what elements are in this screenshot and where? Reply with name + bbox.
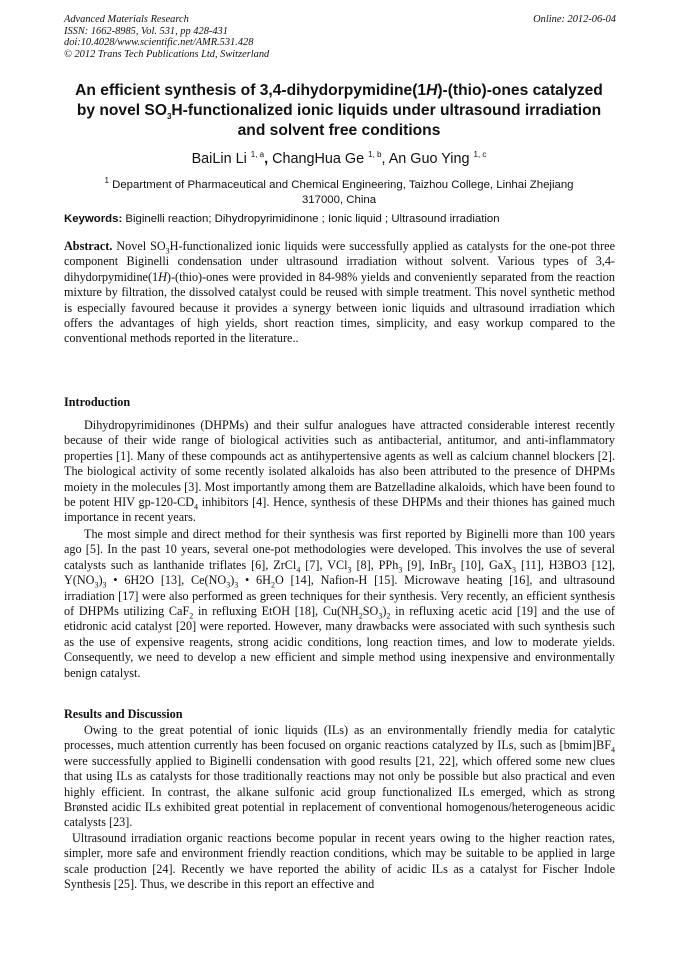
- author-3-affil: 1, c: [473, 150, 487, 160]
- paper-title: [48, 81, 630, 141]
- results-paragraph-1: Owing to the great potential of ionic liquids (ILs) as an environmentally friendly media for catalytic processes, much attention currently has been focused on organic reactions catalyzed by ILs, such as $[bmim]BF_4$ were successfully applied to Biginelli condensation with good results [21, 22], which offered some new clues that using ILs as catalysts for those traditionally reactions may not only be possible but also practical and even highly efficient. In contrast, the alkane sulfonic acid group functionalized ILs emerged, which as strong Brønsted acidic ILs exhibited great potential in replacement of conventional homogenous/heterogeneous acidic catalysts [23].: [64, 723, 615, 830]
- author-2-affil: 1, b: [368, 150, 382, 160]
- doi-line: doi:10.4028/www.scientific.net/AMR.531.428: [64, 37, 254, 49]
- author-list: BaiLin Li $^{1, a}$, ChangHua Ge $^{1, b}$, An Guo Ying $^{1, c}$: [191, 150, 487, 167]
- issn-line: ISSN: 1662-8985, Vol. 531, pp 428-431: [64, 25, 228, 37]
- abstract-label: Abstract.: [64, 239, 113, 253]
- title-line-1: An efficient synthesis of 3,4-dihydorpymidine(1H)-(thio)-ones catalyzed: [75, 82, 603, 99]
- intro-paragraph-2: The most simple and direct method for their synthesis was first reported by Biginelli more than 100 years ago [5]. In the past 10 years, several one-pot methodologies were developed. This involves the use of several catalysts such as lanthanide triflates [6], ZrCl$_4$ [7], VCl$_3$ [8], PPh$_3$ [9], InBr$_3$ [10], GaX$_3$ [11], H3BO3 [12], $Y(NO_3)_3$ • 6H2O [13], $Ce(NO_3)_3$ • $6H_2O$ [14], Nafion-H [15]. Microwave heating [16], and ultrasound irradiation [17] were also performed as green techniques for their synthesis. Very recently, an efficient synthesis of DHPMs utilizing CaF$_2$ in refluxing EtOH [18], $Cu(NH_2SO_3)_2$ in refluxing acetic acid [19] and the use of etidronic acid catalyst [20] were reported. However, many drawbacks were associated with such synthesis such as the use of expensive reagents, strong acidic conditions, long reaction times, and low to moderate yields. Consequently, we need to develop a new efficient and simple method using inexpensive and environmentally benign catalyst.: [64, 527, 615, 680]
- author-2: ChangHua Ge: [272, 151, 365, 167]
- section-heading-introduction: Introduction: [64, 395, 131, 409]
- keywords-label: Keywords:: [64, 213, 123, 225]
- online-date: Online: 2012-06-04: [533, 14, 616, 25]
- title-line-2: by novel $SO_3H$-functionalized ionic liquids under ultrasound irradiation: [76, 102, 602, 122]
- title-line-3: and solvent free conditions: [237, 122, 441, 139]
- author-1: BaiLin Li: [191, 151, 247, 167]
- author-3: An Guo Ying: [388, 151, 470, 167]
- keywords: [64, 212, 624, 227]
- abstract: Abstract. Novel $SO_3H$-functionalized ionic liquids were successfully applied as catalysts for the one-pot three component Biginelli condensation under ultrasound irradiation without solvent. Various types of 3,4-dihydorpymidine(1H)-(thio)-ones were provided in 84-98% yields and conveniently separated from the reaction mixture by filtration, the dissolved catalyst could be reused with simple treatment. This novel synthetic method is especially favoured because it provides a synergy between ionic liquids and ultrasound irradiation which offers the advantages of high yields, short reaction times, simplicity, and easy workup compared to the conventional methods reported in the literature..: [64, 239, 616, 346]
- journal-name: Advanced Materials Research: [64, 14, 189, 25]
- results-paragraph-2: Ultrasound irradiation organic reactions become popular in recent years owing to the higher reaction rates, simpler, more safe and environment friendly reaction conditions, which may be suitable to be applied in large scale production [24]. Recently we have reported the ability of acidic ILs as a catalyst for Fischer Indole Synthesis [25]. Thus, we describe in this report an effective and: [64, 831, 615, 892]
- author-1-affil: 1, a: [250, 150, 265, 160]
- keywords-text: Biginelli reaction; Dihydropyrimidinone ; Ionic liquid ; Ultrasound irradiation: [125, 213, 500, 225]
- section-heading-results: Results and Discussion: [64, 707, 183, 721]
- intro-paragraph-1: Dihydropyrimidinones (DHPMs) and their sulfur analogues have attracted considerable interest recently because of their wide range of biological activities such as antibacterial, antitumor, and anti-inflammatory properties [1]. Many of these compounds act as antihypertensive agents as well as calcium channel blockers [2]. The biological activity of some recently isolated alkaloids has also been attributed to the presence of DHPMs moiety in the molecules [3]. Most importantly among them are Batzelladine alkaloids, which have been found to be potent HIV $gp-120-CD_4$ inhibitors [4]. Hence, synthesis of these DHPMs and their thiones has gained much importance in recent years.: [64, 418, 615, 525]
- journal-header: [64, 14, 616, 60]
- copyright-line: © 2012 Trans Tech Publications Ltd, Switzerland: [64, 48, 270, 60]
- affiliation: $^1$ Department of Pharmaceutical and Chemical Engineering, Taizhou College, Linhai Zhejiang 317000, China: [104, 176, 574, 206]
